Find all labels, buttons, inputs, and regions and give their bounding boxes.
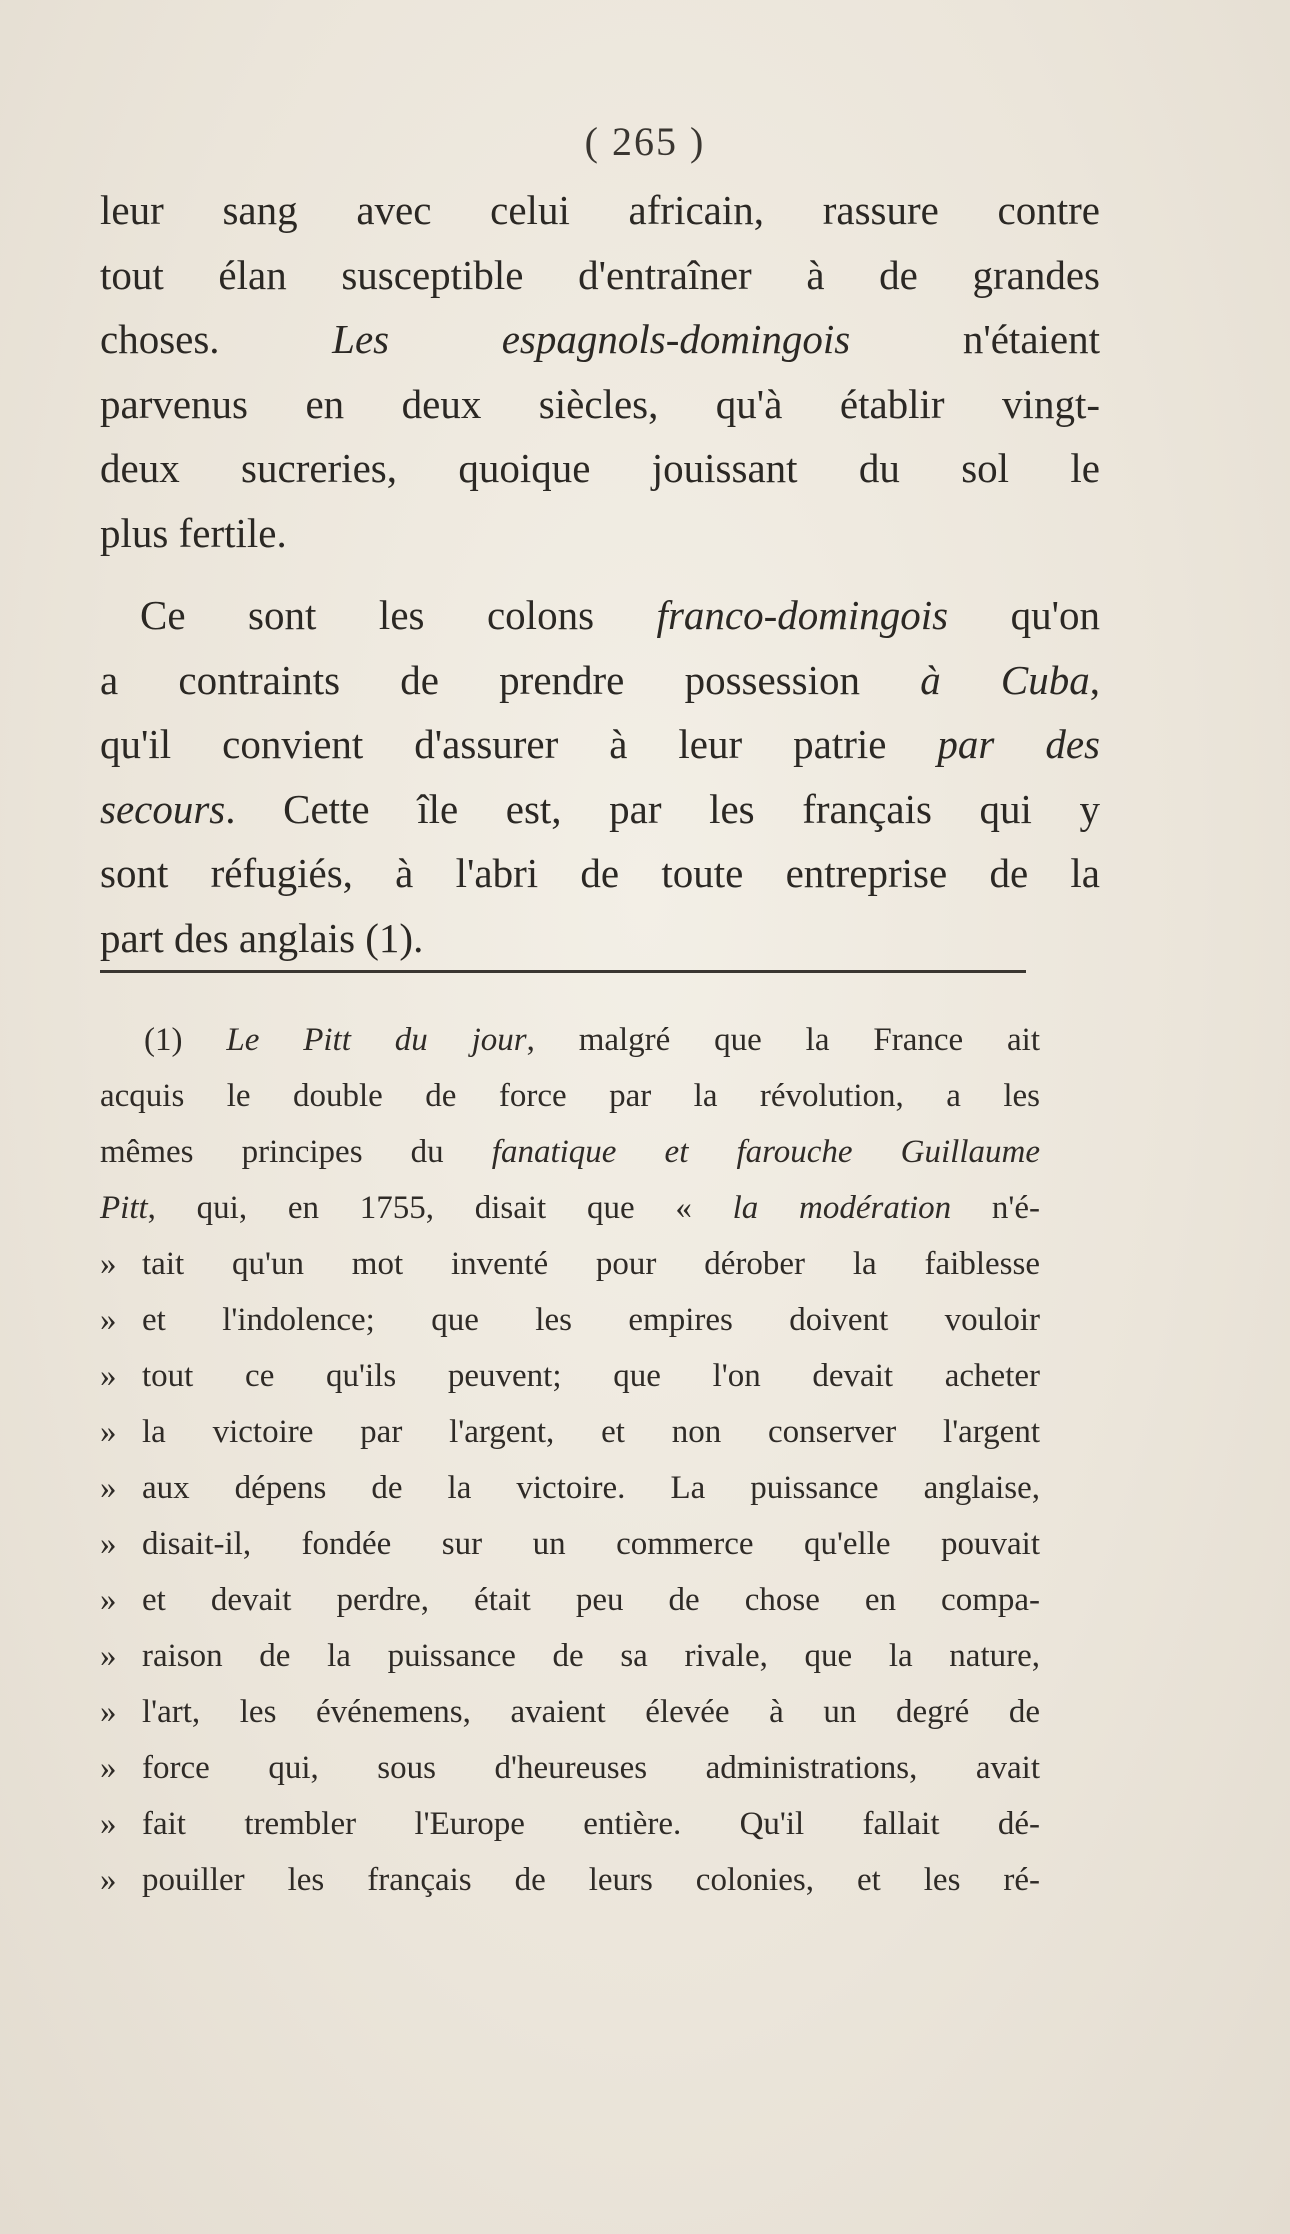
italic-text: secours	[100, 785, 226, 832]
quote-mark: »	[100, 1302, 117, 1338]
text-line	[100, 372, 1100, 437]
line-text: part des anglais (1).	[100, 914, 424, 961]
line-text: n'étaient	[850, 316, 1100, 362]
quote-mark: »	[100, 1526, 117, 1562]
italic-text: la modération	[732, 1190, 952, 1226]
quote-mark: »	[100, 1694, 117, 1730]
footnote-line	[100, 1124, 1040, 1180]
text-line	[100, 501, 1100, 566]
line-text: sont réfugiés, à l'abri de toute entreprise de la	[100, 850, 1100, 896]
line-text: aux dépens de la victoire. La puissance anglaise,	[142, 1470, 1040, 1506]
footnote-line	[100, 1796, 1040, 1852]
footnote-line	[100, 1068, 1040, 1124]
line-text: pouiller les français de leurs colonies, et les ré-	[142, 1862, 1040, 1898]
line-text: tait qu'un mot inventé pour dérober la faiblesse	[142, 1246, 1040, 1282]
line-text: parvenus en deux siècles, qu'à établir vingt-	[100, 380, 1100, 427]
italic-text: Les espagnols-domingois	[332, 316, 851, 362]
line-text: qu'il convient d'assurer à leur patrie	[100, 721, 938, 767]
footnote-line	[100, 1572, 1040, 1628]
text-line	[100, 841, 1100, 906]
text-line	[100, 777, 1100, 842]
main-text	[100, 178, 1100, 970]
footnote-line	[100, 1628, 1040, 1684]
line-text: la victoire par l'argent, et non conserver l'argent	[142, 1414, 1040, 1450]
text-line	[100, 712, 1100, 777]
line-text: choses.	[100, 316, 333, 362]
text-line	[100, 648, 1100, 713]
line-text: qu'on	[948, 592, 1100, 638]
quote-mark: »	[100, 1470, 117, 1506]
quote-mark: »	[100, 1414, 117, 1450]
footnote-line	[100, 1180, 1040, 1236]
footnote	[100, 1012, 1040, 1908]
line-text: a contraints de prendre possession	[100, 656, 921, 703]
quote-mark: »	[100, 1750, 117, 1786]
line-text: deux sucreries, quoique jouissant du sol le	[100, 445, 1100, 491]
page-number: ( 265 )	[584, 119, 706, 164]
line-text: (1)	[144, 1022, 227, 1058]
italic-text: franco-domingois	[656, 592, 949, 638]
line-text: tout ce qu'ils peuvent; que l'on devait acheter	[142, 1358, 1040, 1394]
footnote-line	[100, 1236, 1040, 1292]
line-text: n'é-	[951, 1190, 1040, 1226]
footnote-rule	[100, 970, 1026, 973]
text-line	[100, 178, 1100, 243]
line-text: Ce sont les colons	[140, 592, 657, 638]
footnote-line	[100, 1516, 1040, 1572]
paragraph-2	[100, 583, 1100, 970]
italic-text: Le Pitt du jour	[226, 1022, 527, 1058]
line-text: , malgré que la France ait	[526, 1022, 1040, 1058]
line-text: l'art, les événemens, avaient élevée à un degré de	[142, 1694, 1040, 1730]
footnote-line	[100, 1292, 1040, 1348]
quote-mark: »	[100, 1638, 117, 1674]
line-text: et devait perdre, était peu de chose en compa-	[142, 1582, 1040, 1618]
text-line	[100, 906, 1100, 971]
quote-mark: »	[100, 1806, 117, 1842]
italic-text: par des	[937, 721, 1100, 767]
line-text: , qui, en 1755, disait que «	[147, 1190, 733, 1226]
text-line	[100, 583, 1100, 648]
line-text: . Cette île est, par les français qui y	[225, 785, 1100, 832]
quote-mark: »	[100, 1246, 117, 1282]
quote-mark: »	[100, 1862, 117, 1898]
quote-mark: »	[100, 1358, 117, 1394]
text-line	[100, 307, 1100, 372]
text-line	[100, 243, 1100, 308]
line-text: mêmes principes du	[100, 1134, 492, 1170]
text-line	[100, 436, 1100, 501]
line-text: leur sang avec celui africain, rassure contre	[100, 187, 1100, 233]
line-text: force qui, sous d'heureuses administrations, avait	[142, 1750, 1040, 1786]
footnote-line	[100, 1852, 1040, 1908]
footnote-line	[100, 1460, 1040, 1516]
paragraph-1	[100, 178, 1100, 565]
line-text: tout élan susceptible d'entraîner à de grandes	[100, 251, 1100, 298]
line-text: plus fertile.	[100, 509, 287, 556]
footnote-line	[100, 1404, 1040, 1460]
quote-mark: »	[100, 1582, 117, 1618]
line-text: disait-il, fondée sur un commerce qu'elle pouvait	[142, 1526, 1040, 1562]
footnote-line	[100, 1012, 1040, 1068]
line-text: et l'indolence; que les empires doivent vouloir	[142, 1302, 1040, 1338]
italic-text: Pitt	[100, 1190, 148, 1226]
line-text: fait trembler l'Europe entière. Qu'il fallait dé-	[142, 1806, 1040, 1842]
line-text: acquis le double de force par la révolution, a les	[100, 1078, 1040, 1114]
footnote-line	[100, 1740, 1040, 1796]
footnote-line	[100, 1348, 1040, 1404]
line-text: ,	[1089, 656, 1101, 703]
line-text: raison de la puissance de sa rivale, que la nature,	[142, 1638, 1040, 1674]
italic-text: à Cuba	[920, 656, 1090, 703]
footnote-line	[100, 1684, 1040, 1740]
italic-text: fanatique et farouche Guillaume	[491, 1134, 1040, 1170]
